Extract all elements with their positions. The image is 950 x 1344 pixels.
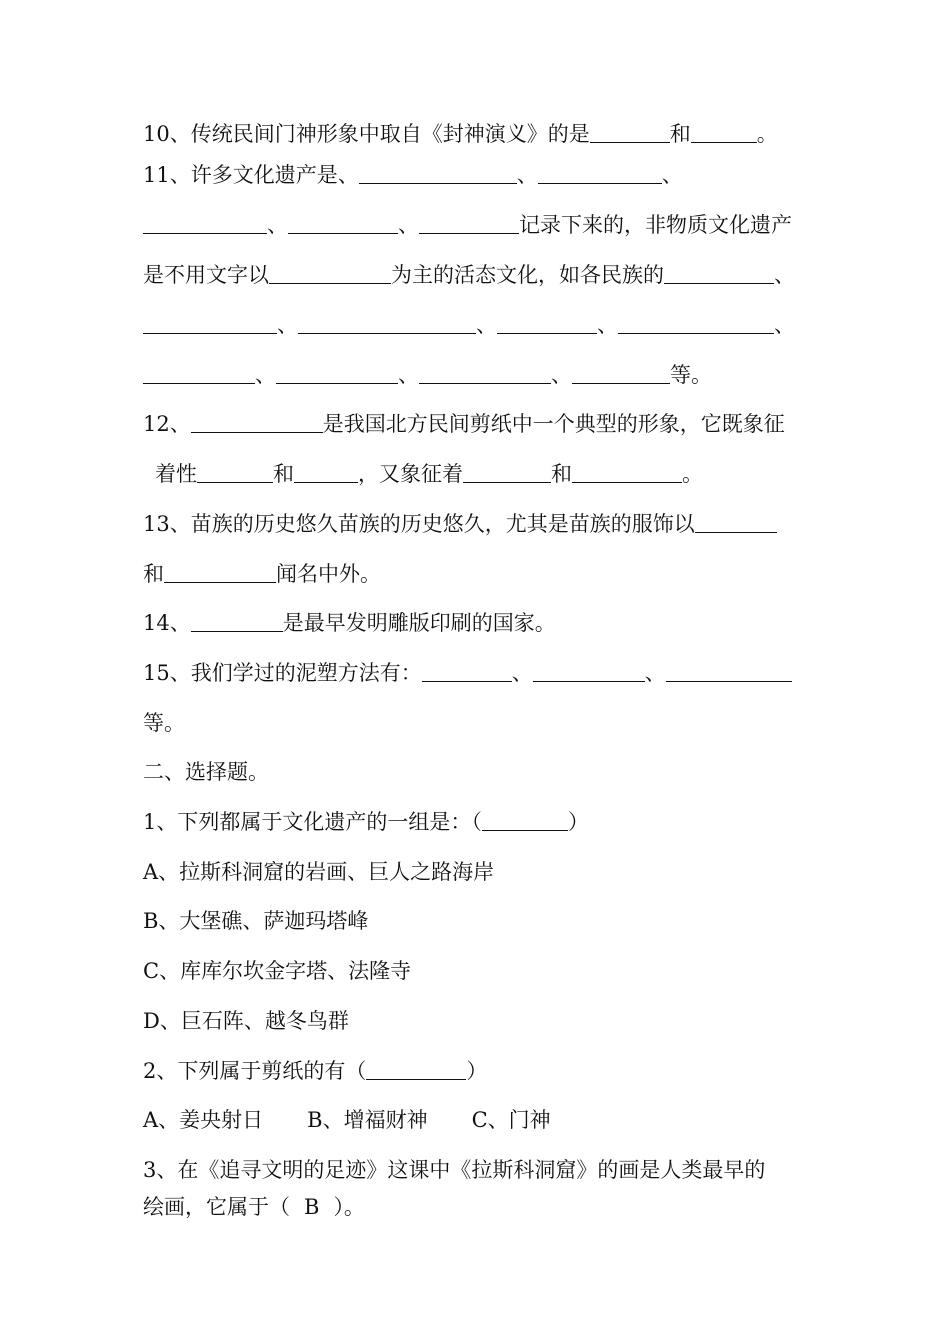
question-11-line-5: 、 、 、 等。 [143, 361, 712, 389]
question-12-line-2: 着性 和 ，又象征着 和 。 [155, 462, 703, 486]
answer-blank[interactable] [143, 212, 267, 234]
question-11-line-4: 、 、 、 、 [143, 311, 795, 339]
answer-blank[interactable] [419, 212, 519, 234]
question-text: 14、 [143, 611, 191, 635]
question-text: 13、苗族的历史悠久苗族的历史悠久，尤其是苗族的服饰以 [143, 512, 695, 536]
question-text: 11、许多文化遗产是、 [143, 163, 359, 187]
answer-blank[interactable] [572, 362, 670, 384]
answer-blank[interactable] [294, 461, 358, 483]
question-text: 2、下列属于剪纸的有（ [143, 1059, 367, 1083]
answer-blank[interactable] [191, 411, 323, 433]
answer-blank[interactable] [269, 262, 391, 284]
question-13-line-2: 和 闻名中外。 [143, 562, 381, 586]
answer-blank[interactable] [572, 461, 682, 483]
answer-blank[interactable] [419, 362, 551, 384]
option-c[interactable]: C、门神 [471, 1108, 551, 1132]
answer-blank[interactable] [288, 212, 398, 234]
answer-blank[interactable] [695, 511, 777, 533]
question-15-line-2: 等。 [143, 711, 185, 735]
question-text: 15、我们学过的泥塑方法有： [143, 661, 422, 685]
answer-blank[interactable] [666, 660, 792, 682]
question-14: 14、 是最早发明雕版印刷的国家。 [143, 611, 556, 635]
option-b[interactable]: B、大堡礁、萨迦玛塔峰 [143, 909, 369, 933]
question-text: 12、 [143, 412, 191, 436]
answer-blank[interactable] [197, 461, 273, 483]
answer-text: B [304, 1195, 320, 1219]
answer-blank[interactable] [482, 809, 568, 831]
question-text: 3、在《追寻文明的足迹》这课中《拉斯科洞窟》的画是人类最早的 [143, 1158, 766, 1182]
option-b[interactable]: B、增福财神 [307, 1108, 428, 1132]
answer-blank[interactable] [143, 362, 255, 384]
answer-blank[interactable] [366, 1058, 466, 1080]
answer-blank[interactable] [538, 162, 662, 184]
answer-blank[interactable] [298, 312, 476, 334]
choice-question-1: 1、下列都属于文化遗产的一组是：（ ） [143, 810, 589, 834]
answer-blank[interactable] [533, 660, 645, 682]
answer-blank[interactable] [497, 312, 597, 334]
question-11: 11、许多文化遗产是、 、 、 [143, 163, 683, 187]
answer-blank[interactable] [359, 162, 517, 184]
option-d[interactable]: D、巨石阵、越冬鸟群 [143, 1009, 349, 1033]
answer-blank[interactable] [191, 610, 283, 632]
section-heading: 二、选择题。 [143, 760, 269, 784]
answer-blank[interactable] [164, 561, 276, 583]
question-12: 12、 是我国北方民间剪纸中一个典型的形象，它既象征 [143, 412, 785, 436]
answer-blank[interactable] [422, 660, 512, 682]
answer-blank[interactable] [463, 461, 551, 483]
option-a[interactable]: A、姜央射日 [143, 1108, 264, 1132]
question-13 [143, 510, 777, 538]
answer-blank[interactable] [590, 121, 670, 143]
question-10: 10、传统民间门神形象中取自《封神演义》的是 和 。 [143, 122, 778, 146]
choice-question-3-line-2: 绘画，它属于（ B ）。 [143, 1195, 365, 1219]
question-11-line-2: 、 、 记录下来的，非物质文化遗产 [143, 211, 792, 239]
option-a[interactable]: A、拉斯科洞窟的岩画、巨人之路海岸 [143, 860, 495, 884]
answer-blank[interactable] [664, 262, 774, 284]
choice-question-2: 2、下列属于剪纸的有（ ） [143, 1059, 488, 1083]
answer-blank[interactable] [143, 312, 277, 334]
question-15: 15、我们学过的泥塑方法有： 、 、 [143, 659, 792, 687]
choice-2-options [143, 1106, 551, 1134]
question-11-line-3: 是不用文字以 为主的活态文化，如各民族的 、 [143, 263, 795, 287]
answer-blank[interactable] [276, 362, 398, 384]
question-text: 10、传统民间门神形象中取自《封神演义》的是 [143, 122, 590, 146]
answer-blank[interactable] [691, 121, 757, 143]
option-c[interactable]: C、库库尔坎金字塔、法隆寺 [143, 959, 412, 983]
answer-blank[interactable] [618, 312, 774, 334]
question-text: 1、下列都属于文化遗产的一组是：（ [143, 810, 482, 834]
choice-question-3 [143, 1156, 765, 1184]
